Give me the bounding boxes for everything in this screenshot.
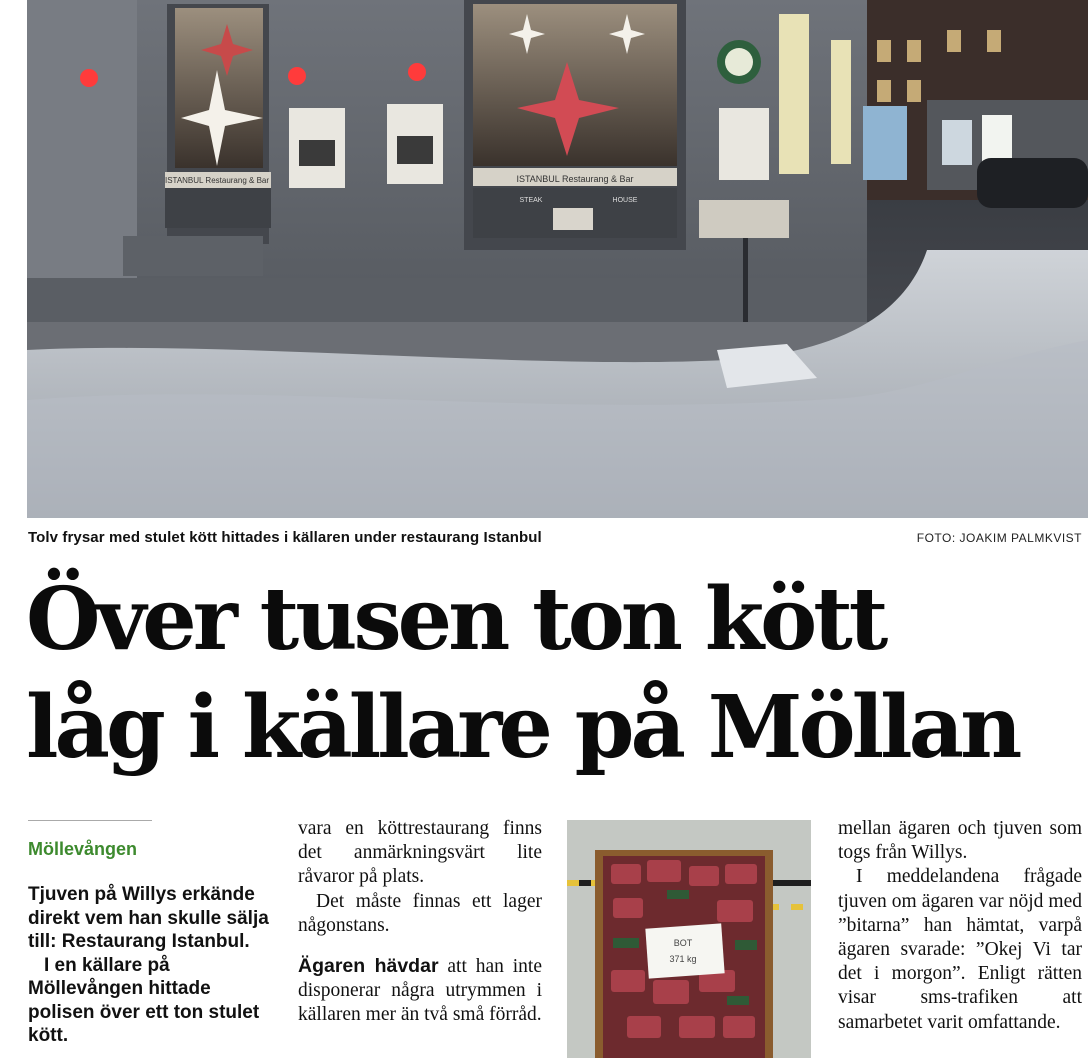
lede-paragraph-1: Tjuven på Willys erkände direkt vem han skulle sälja till: Restaurang Istanbul. [28, 884, 269, 952]
body-column-2 [298, 817, 542, 1028]
house-label: HOUSE [612, 197, 638, 204]
headline-line-2: låg i källare på Möllan [26, 677, 1019, 778]
col2-paragraph-3 [298, 954, 542, 1028]
col4-paragraph-1: mellan ägaren och tjuven som togs från Willys. [838, 818, 1082, 864]
body-column-4 [838, 817, 1082, 1035]
crate-note-line-1: BOT [673, 938, 693, 948]
steak-label: STEAK [519, 197, 543, 204]
crate-note-line-2: 371 kg [669, 954, 697, 964]
restaurant-facade-illustration [27, 0, 1088, 518]
photo-credit: FOTO: JOAKIM PALMKVIST [916, 531, 1082, 545]
lede [28, 883, 278, 1048]
col2-paragraph-3-text: att han inte disponerar några utrymmen i källaren mer än två små förråd. [298, 956, 542, 1026]
headline [26, 566, 1083, 782]
col2-lead-in: Ägaren hävdar [298, 955, 439, 978]
lede-paragraph-2: I en källare på Möllevången hittade polisen över ett ton stulet kött. [28, 954, 260, 1046]
meat-crate-illustration [567, 820, 811, 1058]
col4-paragraph-2: I meddelandena frågade tjuven om ägaren var nöjd med ”bitarna” han hämtat, varpå ägaren svarade: ”Okej Vi tar det i morgon”. Enligt rätten visar sms-trafiken att samarbetet varit omfattande. [838, 866, 1082, 1033]
photo-caption: Tolv frysar med stulet kött hittades i källaren under restaurang Istanbul [28, 529, 542, 546]
section-divider [28, 820, 152, 821]
evidence-photo [567, 820, 811, 1058]
left-window-sign: ISTANBUL Restaurang & Bar [164, 176, 270, 185]
headline-line-1: Över tusen ton kött [26, 569, 885, 670]
dateline: Möllevången [28, 839, 138, 859]
hero-photo [27, 0, 1088, 518]
col2-paragraph-2: Det måste finnas ett lager någonstans. [298, 890, 542, 936]
main-window-sign: ISTANBUL Restaurang & Bar [516, 174, 634, 184]
col2-paragraph-1: vara en köttrestaurang finns det anmärkningsvärt lite råvaror på plats. [298, 818, 542, 888]
